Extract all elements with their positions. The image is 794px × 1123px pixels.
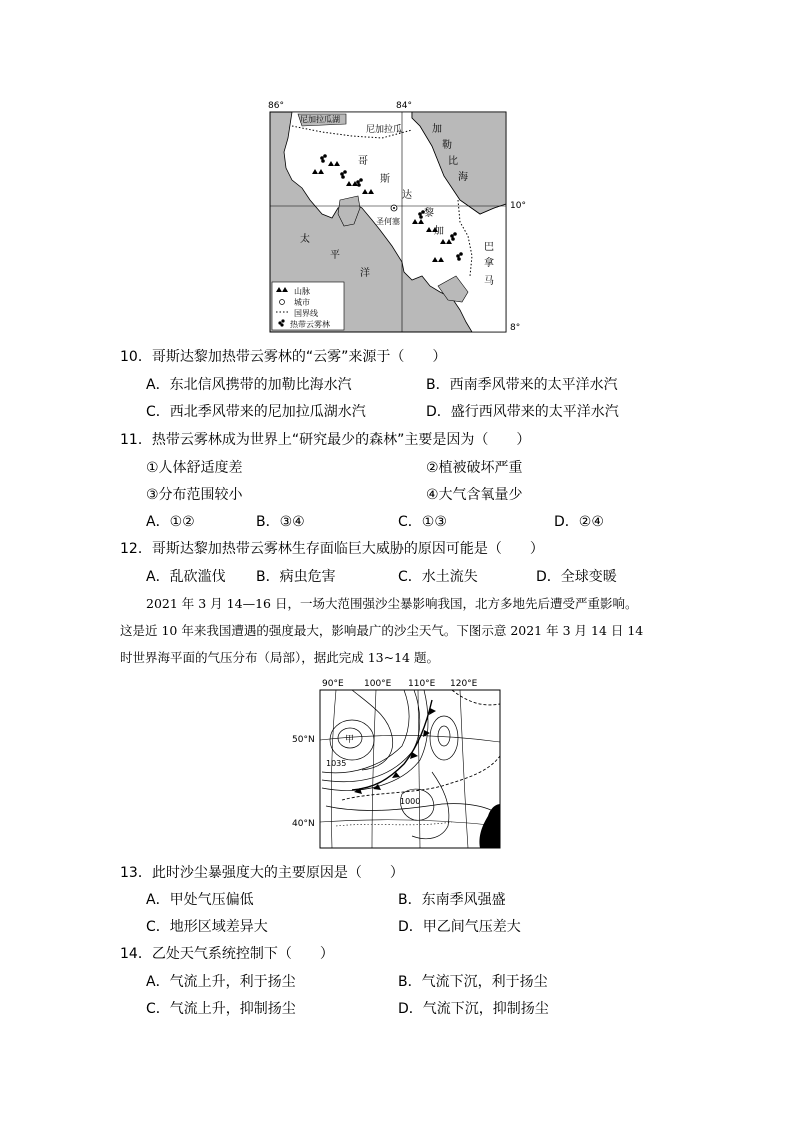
q12-option-c[interactable]: C．水土流失 [398, 569, 478, 585]
lon-label-100e: 100°E [364, 679, 392, 689]
map-costa-rica [262, 96, 534, 336]
map-costa-rica-figure [262, 96, 534, 336]
label-pacific-1: 太 [300, 234, 310, 245]
lon-label-110e: 110°E [408, 679, 436, 689]
legend-border: 国界线 [294, 309, 318, 318]
label-nicaragua-lake: 尼加拉瓜湖 [300, 115, 340, 124]
label-panama-3: 马 [484, 276, 494, 287]
passage-line-3: 时世界海平面的气压分布（局部），据此完成 13~14 题。 [120, 650, 439, 665]
q14-option-a[interactable]: A．气流上升，利于扬尘 [146, 974, 296, 990]
q11-option-c[interactable]: C．①③ [398, 514, 447, 530]
passage-line-2: 这是近 10 年来我国遭遇的强度最大，影响最广的沙尘天气。下图示意 2021 年 3 月 14 日 14 [120, 623, 644, 638]
q10-option-c[interactable]: C．西北季风带来的尼加拉瓜湖水汽 [146, 404, 366, 420]
lon-label-left: 86° [268, 101, 284, 111]
label-costa-3: 达 [402, 190, 412, 201]
label-costa-1: 哥 [358, 156, 368, 167]
q12-option-a[interactable]: A．乱砍滥伐 [146, 569, 226, 585]
map-pressure-figure [292, 676, 504, 852]
lat-label-bottom: 8° [510, 323, 521, 333]
q13-option-d[interactable]: D．甲乙间气压差大 [398, 919, 521, 935]
q12-option-b[interactable]: B．病虫危害 [256, 569, 336, 585]
q14-option-d[interactable]: D．气流下沉，抑制扬尘 [398, 1001, 549, 1017]
q13-stem: 13．此时沙尘暴强度大的主要原因是（ ） [120, 865, 404, 881]
legend-city: 城市 [294, 298, 310, 307]
map-pressure [292, 676, 504, 852]
q12-option-d[interactable]: D．全球变暖 [536, 569, 617, 585]
q13-option-b[interactable]: B．东南季风强盛 [398, 892, 506, 908]
label-caribbean-1: 加 [432, 124, 442, 135]
passage-line-1: 2021 年 3 月 14—16 日，一场大范围强沙尘暴影响我国，北方多地先后遭受严重影响。 [146, 596, 638, 611]
q13-option-a[interactable]: A．甲处气压偏低 [146, 892, 254, 908]
lon-label-90e: 90°E [322, 679, 344, 689]
q10-option-b[interactable]: B．西南季风带来的太平洋水汽 [426, 377, 618, 393]
q11-stem: 11．热带云雾林成为世界上“研究最少的森林”主要是因为（ ） [120, 432, 531, 448]
q10-option-d[interactable]: D．盛行西风带来的太平洋水汽 [426, 404, 619, 420]
isobar-label-1035: 1035 [326, 759, 347, 768]
label-pacific-2: 平 [330, 250, 340, 261]
isobar-label-1000: 1000 [400, 797, 421, 806]
label-pacific-3: 洋 [360, 268, 370, 279]
q10-option-a[interactable]: A．东北信风携带的加勒比海水汽 [146, 377, 352, 393]
lat-label-50n: 50°N [292, 735, 315, 745]
label-caribbean-3: 比 [448, 156, 458, 167]
q12-stem: 12．哥斯达黎加热带云雾林生存面临巨大威胁的原因可能是（ ） [120, 541, 544, 557]
lat-label-40n: 40°N [292, 819, 315, 829]
label-nicaragua: 尼加拉瓜 [366, 125, 403, 135]
lon-label-right: 84° [396, 101, 412, 111]
q11-statement-1: ①人体舒适度差 [146, 460, 243, 476]
label-costa-4: 黎 [424, 208, 434, 219]
label-caribbean-2: 勒 [442, 140, 452, 151]
q11-statement-3: ③分布范围较小 [146, 487, 243, 503]
q11-statement-4: ④大气含氧量少 [426, 487, 523, 503]
q11-option-b[interactable]: B．③④ [256, 514, 305, 530]
lat-label-mid: 10° [510, 201, 526, 211]
label-san-jose: 圣何塞 [376, 217, 400, 226]
label-costa-2: 斯 [380, 174, 390, 185]
legend-mountain: 山脉 [294, 287, 310, 296]
q10-stem: 10．哥斯达黎加热带云雾林的“云雾”来源于（ ） [120, 349, 447, 365]
label-panama-2: 拿 [484, 258, 494, 269]
q13-option-c[interactable]: C．地形区域差异大 [146, 919, 268, 935]
label-caribbean-4: 海 [458, 172, 468, 183]
label-jia: 甲 [345, 735, 355, 745]
lon-label-120e: 120°E [450, 679, 478, 689]
q14-stem: 14．乙处天气系统控制下（ ） [120, 946, 334, 962]
q14-option-c[interactable]: C．气流上升，抑制扬尘 [146, 1001, 296, 1017]
q11-option-a[interactable]: A．①② [146, 514, 195, 530]
legend-cloud-forest: 热带云雾林 [290, 320, 330, 329]
q11-option-d[interactable]: D．②④ [554, 514, 604, 530]
label-panama-1: 巴 [484, 242, 494, 253]
q11-statement-2: ②植被破坏严重 [426, 460, 523, 476]
q14-option-b[interactable]: B．气流下沉，利于扬尘 [398, 974, 548, 990]
label-costa-5: 加 [434, 226, 444, 237]
